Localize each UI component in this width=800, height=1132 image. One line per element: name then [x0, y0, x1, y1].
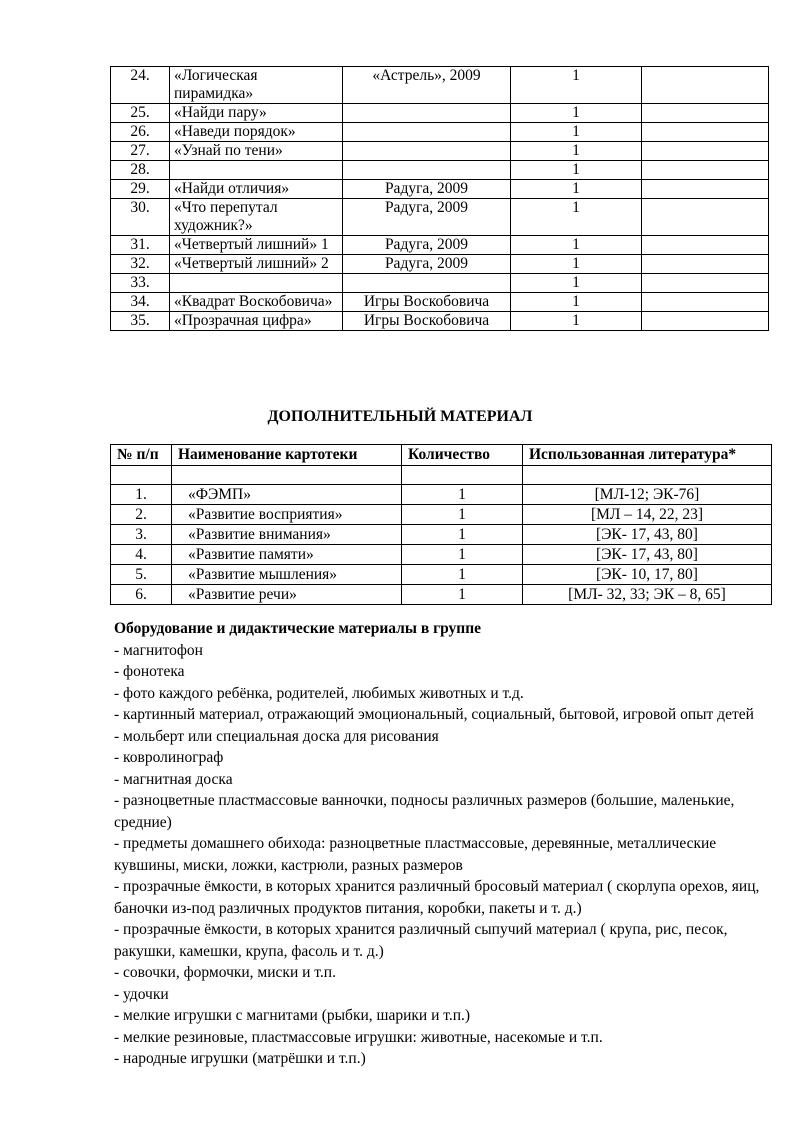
- table-row: [111, 161, 769, 180]
- list-item: - совочки, формочки, миски и т.п.: [114, 964, 336, 981]
- row-extra: [642, 199, 769, 236]
- row-number: 6.: [111, 585, 172, 605]
- list-item: - прозрачные ёмкости, в которых хранится различный сыпучий материал ( крупа, рис, песок, ракушки, камешки, крупа, фасоль и т. д.): [114, 921, 728, 960]
- list-item: - фонотека: [114, 663, 185, 680]
- row-number: 34.: [111, 293, 170, 312]
- row-quantity: 1: [511, 180, 642, 199]
- list-item: - прозрачные ёмкости, в которых хранится различный бросовый материал ( скорлупа орехов, яиц, баночки из-под различных продуктов питания, коробки, пакеты и т. д.): [114, 878, 760, 917]
- list-item: - магнитная доска: [114, 770, 233, 788]
- table-row: [111, 505, 772, 525]
- row-extra: [642, 142, 769, 161]
- table-row: [111, 485, 772, 505]
- row-name: [170, 161, 343, 180]
- additional-material-table: [110, 444, 772, 605]
- row-extra: [642, 293, 769, 312]
- table-header-row: [111, 445, 772, 466]
- header-number: № п/п: [111, 445, 172, 466]
- row-name: «Наведи порядок»: [170, 123, 343, 142]
- list-item: - народные игрушки (матрёшки и т.п.): [114, 1050, 366, 1067]
- table-row: [111, 180, 769, 199]
- row-number: 25.: [111, 104, 170, 123]
- row-name: «ФЭМП»: [172, 485, 402, 505]
- header-literature: Использованная литература*: [523, 445, 772, 466]
- row-literature: [МЛ- 32, 33; ЭК – 8, 65]: [523, 585, 772, 605]
- table-row: [111, 199, 769, 236]
- row-publisher: [343, 142, 511, 161]
- row-extra: [642, 236, 769, 255]
- table-row: [111, 255, 769, 274]
- row-quantity: 1: [511, 123, 642, 142]
- row-number: 1.: [111, 485, 172, 505]
- row-quantity: 1: [511, 199, 642, 236]
- row-number: 4.: [111, 545, 172, 565]
- row-quantity: 1: [511, 274, 642, 293]
- row-publisher: Радуга, 2009: [343, 180, 511, 199]
- row-quantity: 1: [511, 104, 642, 123]
- table-blank-row: [111, 466, 772, 485]
- row-name: «Развитие восприятия»: [172, 505, 402, 525]
- table-row: [111, 585, 772, 605]
- row-publisher: Радуга, 2009: [343, 236, 511, 255]
- list-item: - картинный материал, отражающий эмоциональный, социальный, бытовой, игровой опыт детей: [114, 706, 754, 723]
- row-quantity: 1: [402, 485, 523, 505]
- row-literature: [ЭК- 17, 43, 80]: [523, 545, 772, 565]
- row-extra: [642, 104, 769, 123]
- row-name: «Развитие мышления»: [172, 565, 402, 585]
- row-number: 29.: [111, 180, 170, 199]
- row-number: 30.: [111, 199, 170, 236]
- row-quantity: 1: [402, 545, 523, 565]
- row-name: «Что перепутал художник?»: [170, 199, 343, 236]
- list-item: - предметы домашнего обихода: разноцветные пластмассовые, деревянные, металлические кувшины, миски, ложки, кастрюли, разных размеров: [114, 835, 717, 874]
- section-title: ДОПОЛНИТЕЛЬНЫЙ МАТЕРИАЛ: [267, 408, 533, 425]
- row-number: 35.: [111, 312, 170, 331]
- table-row: [111, 293, 769, 312]
- equipment-section: [114, 618, 774, 1070]
- row-quantity: 1: [511, 312, 642, 331]
- list-item: - мольберт или специальная доска для рисования: [114, 727, 439, 745]
- list-item: - мелкие резиновые, пластмассовые игрушки: животные, насекомые и т.п.: [114, 1028, 603, 1046]
- row-name: «Квадрат Воскобовича»: [170, 293, 343, 312]
- row-quantity: 1: [511, 293, 642, 312]
- row-quantity: 1: [511, 236, 642, 255]
- row-number: 32.: [111, 255, 170, 274]
- equipment-list: [114, 640, 774, 1070]
- header-quantity: Количество: [402, 445, 523, 466]
- row-name: [170, 274, 343, 293]
- row-name: «Прозрачная цифра»: [170, 312, 343, 331]
- row-number: 26.: [111, 123, 170, 142]
- row-literature: [МЛ – 14, 22, 23]: [523, 505, 772, 525]
- row-number: 27.: [111, 142, 170, 161]
- games-table: [110, 66, 769, 331]
- row-quantity: 1: [402, 565, 523, 585]
- row-name: «Четвертый лишний» 2: [170, 255, 343, 274]
- table-row: [111, 104, 769, 123]
- row-publisher: Радуга, 2009: [343, 255, 511, 274]
- row-quantity: 1: [402, 585, 523, 605]
- table-row: [111, 545, 772, 565]
- row-number: 2.: [111, 505, 172, 525]
- table-row: [111, 236, 769, 255]
- table-row: [111, 312, 769, 331]
- table-row: [111, 142, 769, 161]
- row-quantity: 1: [511, 255, 642, 274]
- row-number: 24.: [111, 67, 170, 104]
- row-publisher: «Астрель», 2009: [343, 67, 511, 104]
- row-publisher: Игры Воскобовича: [343, 293, 511, 312]
- row-literature: [ЭК- 10, 17, 80]: [523, 565, 772, 585]
- list-item: - магнитофон: [114, 641, 203, 659]
- row-extra: [642, 312, 769, 331]
- table-row: [111, 123, 769, 142]
- list-item: - мелкие игрушки с магнитами (рыбки, шарики и т.п.): [114, 1007, 471, 1024]
- list-item: - разноцветные пластмассовые ванночки, подносы различных размеров (большие, маленькие, средние): [114, 792, 735, 831]
- row-quantity: 1: [511, 142, 642, 161]
- row-name: «Развитие внимания»: [172, 525, 402, 545]
- row-name: «Развитие речи»: [172, 585, 402, 605]
- row-publisher: Игры Воскобовича: [343, 312, 511, 331]
- table-row: [111, 274, 769, 293]
- row-name: «Узнай по тени»: [170, 142, 343, 161]
- table-row: [111, 67, 769, 104]
- row-publisher: [343, 274, 511, 293]
- row-extra: [642, 161, 769, 180]
- table-row: [111, 565, 772, 585]
- header-name: Наименование картотеки: [172, 445, 402, 466]
- equipment-title: Оборудование и дидактические материалы в группе: [114, 620, 482, 637]
- row-extra: [642, 255, 769, 274]
- row-literature: [МЛ-12; ЭК-76]: [523, 485, 772, 505]
- row-extra: [642, 180, 769, 199]
- row-number: 3.: [111, 525, 172, 545]
- row-quantity: 1: [402, 505, 523, 525]
- list-item: - ковролинограф: [114, 749, 224, 766]
- list-item: - фото каждого ребёнка, родителей, любимых животных и т.д.: [114, 684, 524, 702]
- row-publisher: [343, 104, 511, 123]
- row-name: «Найди отличия»: [170, 180, 343, 199]
- row-literature: [ЭК- 17, 43, 80]: [523, 525, 772, 545]
- row-number: 28.: [111, 161, 170, 180]
- table-row: [111, 525, 772, 545]
- list-item: - удочки: [114, 985, 169, 1003]
- row-number: 5.: [111, 565, 172, 585]
- row-name: «Четвертый лишний» 1: [170, 236, 343, 255]
- row-extra: [642, 123, 769, 142]
- row-quantity: 1: [511, 161, 642, 180]
- row-extra: [642, 274, 769, 293]
- row-quantity: 1: [511, 67, 642, 104]
- row-number: 31.: [111, 236, 170, 255]
- row-name: «Логическая пирамидка»: [170, 67, 343, 104]
- row-name: «Найди пару»: [170, 104, 343, 123]
- row-name: «Развитие памяти»: [172, 545, 402, 565]
- row-extra: [642, 67, 769, 104]
- row-number: 33.: [111, 274, 170, 293]
- row-publisher: [343, 123, 511, 142]
- row-quantity: 1: [402, 525, 523, 545]
- row-publisher: [343, 161, 511, 180]
- row-publisher: Радуга, 2009: [343, 199, 511, 236]
